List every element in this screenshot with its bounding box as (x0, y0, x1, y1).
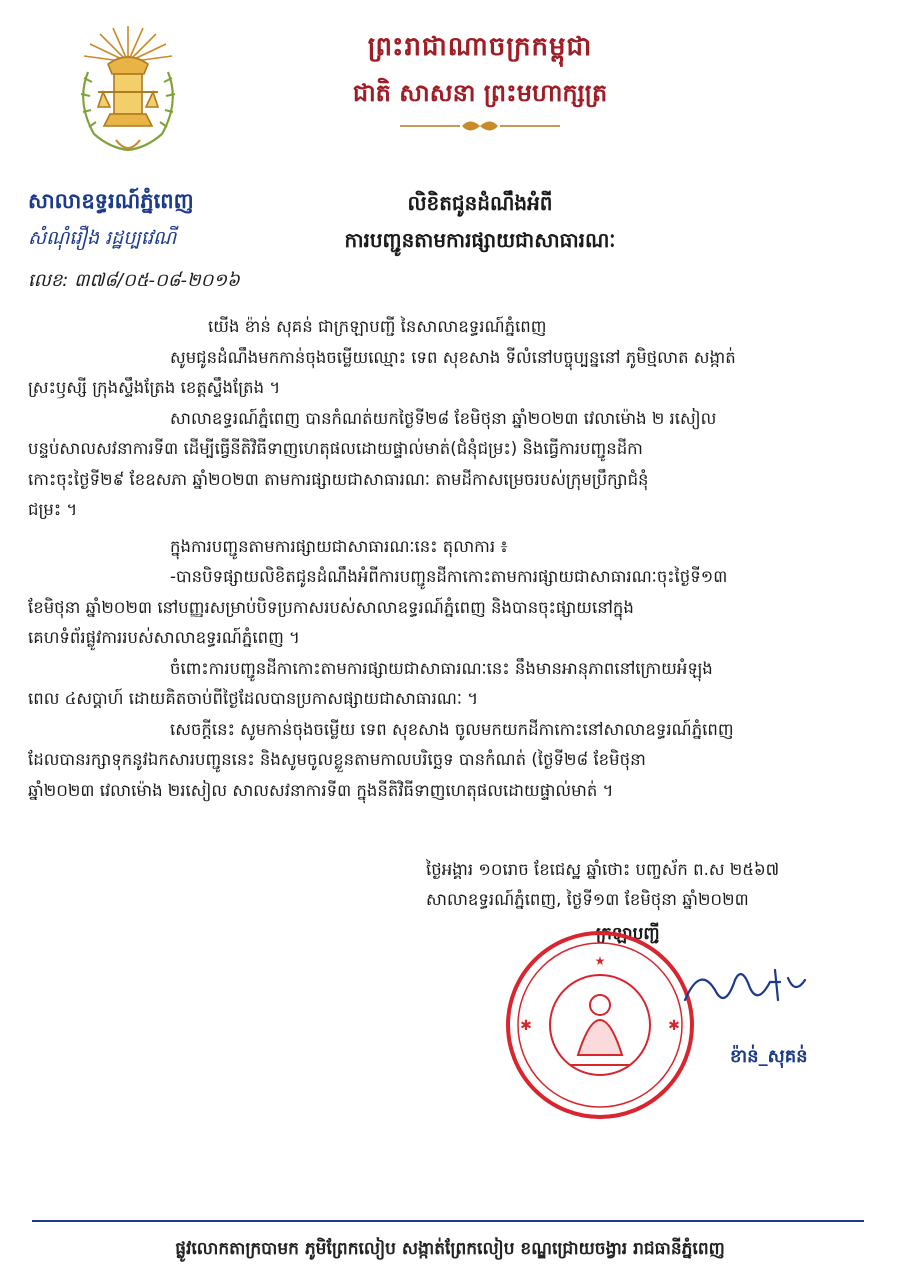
paragraph-intro: យើង ខ៉ាន់ សុគន់ ជាក្រឡាបញ្ជី នៃសាលាឧទ្ធរណ៍ភ្នំពេញ (208, 317, 547, 336)
official-red-seal-icon (500, 925, 700, 1125)
document-subtitle: ការបញ្ជូនតាមការផ្សាយជាសាធារណៈ (344, 228, 616, 252)
case-type: សំណុំរឿង រដ្ឋប្បវេណី (28, 227, 177, 249)
paragraph-effect-line: ចំពោះការបញ្ជូនដីកាកោះតាមការផ្សាយជាសាធារណៈនេះ នឹងមានអានុភាពនៅក្រោយអំឡុង (170, 658, 713, 678)
svg-text:★: ★ (594, 954, 606, 968)
court-name: សាលាឧទ្ធរណ៍ភ្នំពេញ (28, 189, 194, 213)
paragraph-posting-line: ខែមិថុនា ឆ្នាំ២០២៣ នៅបញ្ញរសម្រាប់បិទប្រកាសរបស់សាលាឧទ្ធរណ៍ភ្នំពេញ និងបានចុះផ្សាយនៅក្នុង (28, 597, 634, 617)
clerk-name: ខ៉ាន់_សុគន់ (730, 1046, 808, 1067)
clerk-title: ក្រឡាបញ្ជី (596, 924, 660, 944)
handwritten-signature-icon (680, 960, 820, 1020)
document-body (28, 312, 868, 806)
reference-number: លេខ: ៣៧៨/០៥-០៨-២០១៦ (28, 270, 240, 291)
paragraph-posting-line: -បានបិទផ្សាយលិខិតជូនដំណឹងអំពីការបញ្ជូនដីកាកោះតាមការផ្សាយជាសាធារណៈចុះថ្ងៃទី១៣ (170, 567, 728, 586)
lunar-date: ថ្ងៃអង្គារ ១០រោច ខែជេស្ឋ ឆ្នាំថោះ បញ្ចស័ក ព.ស ២៥៦៧ (426, 860, 780, 879)
paragraph-summons-line: ដែលបានរក្សាទុកនូវឯកសារបញ្ជូននេះ និងសូមចូលខ្លួនតាមកាលបរិច្ឆេទ បានកំណត់ (ថ្ងៃទី២៨ ខែមិថុនា (28, 750, 646, 769)
document-title: លិខិតជូនដំណឹងអំពី (407, 191, 553, 215)
paragraph-hearing-line: បន្ទប់សាលសវនាការទី៣ ដើម្បីធ្វើនីតិវិធីទាញហេតុផលដោយផ្ទាល់មាត់(ជំនុំជម្រះ) និងធ្វើការបញ្ជូនដីកា (28, 439, 643, 458)
paragraph-summons-line: ឆ្នាំ២០២៣ វេលាម៉ោង ២រសៀល សាលសវនាការទី៣ ក្នុងនីតិវិធីទាញហេតុផលដោយផ្ទាល់មាត់ ។ (28, 780, 614, 800)
place-and-date: សាលាឧទ្ធរណ៍ភ្នំពេញ, ថ្ងៃទី១៣ ខែមិថុនា ឆ្នាំ២០២៣ (426, 890, 749, 909)
paragraph-hearing-line: សាលាឧទ្ធរណ៍ភ្នំពេញ បានកំណត់យកថ្ងៃទី២៨ ខែមិថុនា ឆ្នាំ២០២៣ វេលាម៉ោង ២ រសៀល (170, 408, 717, 428)
paragraph-effect-line: ពេល ៤សប្តាហ៍ ដោយគិតចាប់ពីថ្ងៃដែលបានប្រកាសផ្សាយជាសាធារណៈ ។ (28, 689, 479, 708)
paragraph-court-action: ក្នុងការបញ្ជូនតាមការផ្សាយជាសាធារណៈនេះ តុលាការ ៖ (170, 536, 508, 556)
footer-divider (32, 1220, 864, 1222)
paragraph-notice-line: សូមជូនដំណឹងមកកាន់ចុងចម្លើយឈ្មោះ ទេព សុខសាង ទីលំនៅបច្ចុប្បន្ននៅ ភូមិថ្មលាត សង្កាត់ (170, 347, 736, 367)
paragraph-summons-line: សេចក្តីនេះ សូមកាន់ចុងចម្លើយ ទេព សុខសាង ចូលមកយកដីកាកោះនៅសាលាឧទ្ធរណ៍ភ្នំពេញ (170, 719, 734, 739)
ornament-divider-icon (400, 117, 560, 135)
paragraph-hearing-line: ជម្រះ ។ (28, 500, 78, 519)
royal-arms-emblem-icon (58, 22, 198, 172)
paragraph-hearing-line: កោះចុះថ្ងៃទី២៩ ខែឧសភា ឆ្នាំ២០២៣ តាមការផ្សាយជាសាធារណៈ តាមដីកាសម្រេចរបស់ក្រុមប្រឹក្សាជំនុំ (28, 469, 649, 489)
national-motto: ជាតិ សាសនា ព្រះមហាក្សត្រ (352, 79, 608, 107)
footer-address: ផ្លូវលោកតាក្របាមក ភូមិព្រែកលៀប សង្កាត់ព្រែកលៀប ខណ្ឌជ្រោយចង្វារ រាជធានីភ្នំពេញ (175, 1239, 725, 1259)
paragraph-notice-line: ស្រះឫស្សី ក្រុងស្ទឹងត្រែង ខេត្តស្ទឹងត្រែង ។ (28, 378, 281, 397)
svg-text:✱: ✱ (668, 1018, 680, 1034)
paragraph-posting-line: គេហទំព័រផ្លូវការរបស់សាលាឧទ្ធរណ៍ភ្នំពេញ ។ (28, 628, 300, 647)
kingdom-heading: ព្រះរាជាណាចក្រកម្ពុជា (367, 32, 593, 62)
svg-text:✱: ✱ (520, 1018, 532, 1034)
